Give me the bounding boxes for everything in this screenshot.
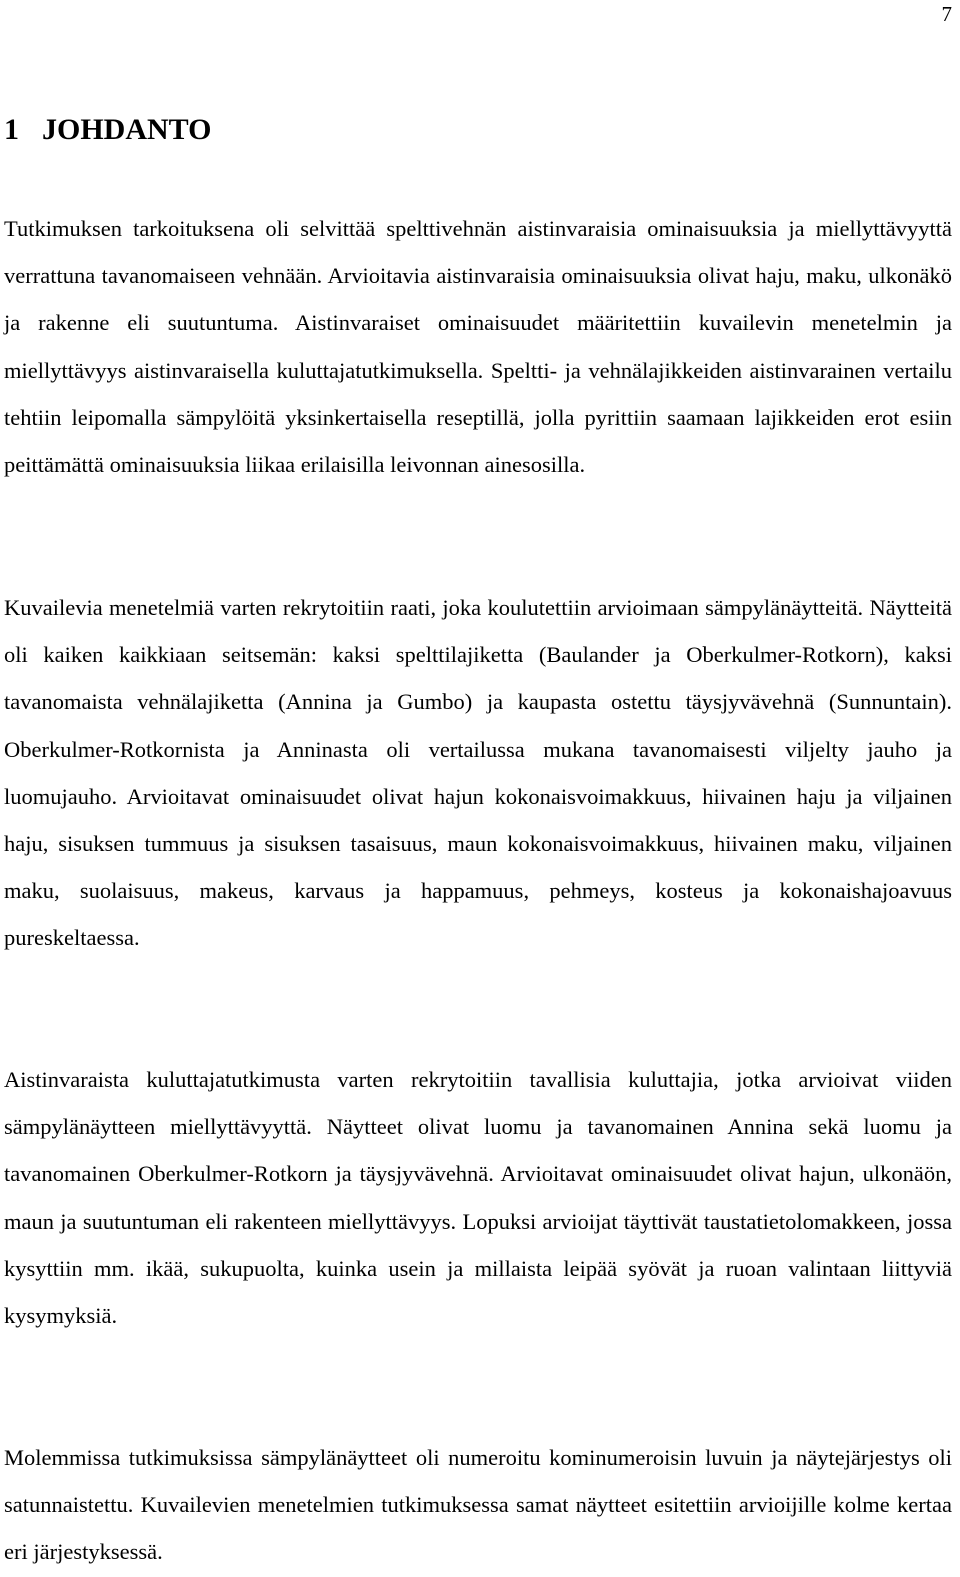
section-number: 1 xyxy=(4,113,19,146)
paragraph-2: Kuvailevia menetelmiä varten rekrytoitiin raati, joka koulutettiin arvioimaan sämpylänäytteitä. Näytteitä oli kaiken kaikkiaan seitsemän: kaksi spelttilajiketta (Baulander ja Oberkulmer-Rotkorn), kaksi tavanomaista vehnälajiketta (Annina ja Gumbo) ja kaupasta ostettu täysjyvävehnä (Sunnuntain). Oberkulmer-Rotkornista ja Anninasta oli vertailussa mukana tavanomaisesti viljelty jauho ja luomujauho. Arvioitavat ominaisuudet olivat hajun kokonaisvoimakkuus, hiivainen haju ja viljainen haju, sisuksen tummuus ja sisuksen tasaisuus, maun kokonaisvoimakkuus, hiivainen maku, viljainen maku, suolaisuus, makeus, karvaus ja happamuus, pehmeys, kosteus ja kokonaishajoavuus pureskeltaessa. xyxy=(4,595,952,951)
paragraph-2-container xyxy=(4,584,952,962)
section-heading xyxy=(4,112,211,148)
paragraph-4-container xyxy=(4,1434,952,1576)
paragraph-3-container xyxy=(4,1056,952,1339)
paragraph-3: Aistinvaraista kuluttajatutkimusta varten rekrytoitiin tavallisia kuluttajia, jotka arvioivat viiden sämpylänäytteen miellyttävyyttä. Näytteet olivat luomu ja tavanomainen Annina sekä luomu ja tavanomainen Oberkulmer-Rotkorn ja täysjyvävehnä. Arvioitavat ominaisuudet olivat hajun, ulkonäön, maun ja suutuntuman eli rakenteen miellyttävyys. Lopuksi arvioijat täyttivät taustatietolomakkeen, jossa kysyttiin mm. ikää, sukupuolta, kuinka usein ja millaista leipää syövät ja ruoan valintaan liittyviä kysymyksiä. xyxy=(4,1067,952,1329)
paragraph-4: Molemmissa tutkimuksissa sämpylänäytteet oli numeroitu kominumeroisin luvuin ja näytejärjestys oli satunnaistettu. Kuvailevien menetelmien tutkimuksessa samat näytteet esitettiin arvioijille kolme kertaa eri järjestyksessä. xyxy=(4,1445,952,1565)
page-number: 7 xyxy=(941,2,952,26)
paragraph-1: Tutkimuksen tarkoituksena oli selvittää spelttivehnän aistinvaraisia ominaisuuksia ja miellyttävyyttä verrattuna tavanomaiseen vehnään. Arvioitavia aistinvaraisia ominaisuuksia olivat haju, maku, ulkonäkö ja rakenne eli suutuntuma. Aistinvaraiset ominaisuudet määritettiin kuvailevin menetelmin ja miellyttävyys aistinvaraisella kuluttajatutkimuksella. Speltti- ja vehnälajikkeiden aistinvarainen vertailu tehtiin leipomalla sämpylöitä yksinkertaisella reseptillä, jolla pyrittiin saamaan lajikkeiden erot esiin peittämättä ominaisuuksia liikaa erilaisilla leivonnan ainesosilla. xyxy=(4,216,952,478)
section-title: JOHDANTO xyxy=(42,113,212,146)
paragraph-1-container xyxy=(4,205,952,488)
